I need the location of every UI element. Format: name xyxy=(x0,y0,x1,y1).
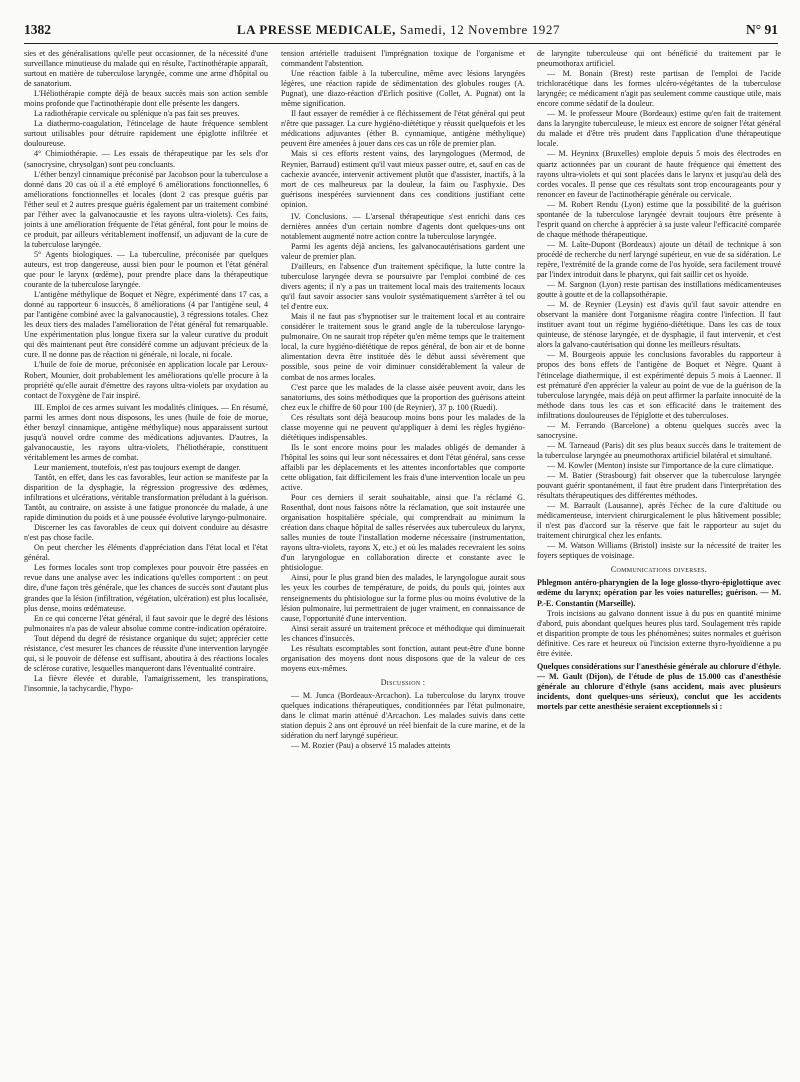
paragraph: La fièvre élevée et durable, l'amaigrissement, les transpirations, l'insomnie, la tachycardie, l'hypo- xyxy=(24,673,268,693)
paragraph: On peut chercher les éléments d'appréciation dans l'état local et l'état général. xyxy=(24,543,268,563)
column-3 xyxy=(537,49,781,1075)
paragraph: — M. Robert Rendu (Lyon) estime que la possibilité de la guérison spontanée de la tuberculose laryngée devrait toujours être présente à l'esprit quand on cherche à apprécier à sa juste valeur l'efficacité comparée de chaque méthode thérapeutique. xyxy=(537,199,781,239)
paragraph: Parmi les agents déjà anciens, les galvanocautérisations gardent une valeur de premier plan. xyxy=(281,241,525,261)
section-heading: Discussion : xyxy=(380,677,426,687)
page-header xyxy=(24,22,778,42)
paragraph: — M. Sargnon (Lyon) reste partisan des instillations médicamenteuses goutte à goutte et de la collapsothérapie. xyxy=(537,280,781,300)
journal-title: LA PRESSE MEDICALE, xyxy=(236,22,396,37)
paragraph: 4° Chimiothérapie. — Les essais de thérapeutique par les sels d'or (sanocrysine, chrysolgan) sont peu concluants. xyxy=(24,149,268,169)
paragraph: L'Héliothérapie compte déjà de beaux succès mais son action semble moins profonde que l'actinothérapie dont elle présente les dangers. xyxy=(24,89,268,109)
paragraph: — M. Bonain (Brest) reste partisan de l'emploi de l'acide trichloracétique dans les formes ulcéro-végétantes de la tuberculose laryngée; ce médicament n'agit pas seulement comme caustique utile, mais encore comme sédatif de la douleur. xyxy=(537,69,781,109)
issue-date: Samedi, 12 Novembre 1927 xyxy=(399,22,561,37)
paragraph: de laryngite tuberculeuse qui ont bénéficié du traitement par le pneumothorax artificiel. xyxy=(537,49,781,69)
paragraph: Ainsi, pour le plus grand bien des malades, le laryngologue aurait sous les yeux les courbes de température, de poids, du pouls qui, jointes aux renseignements du phtisiologue sur la forme plus ou moins évolutive de la lésion pulmonaire, lui permettraient de juger vraiment, en connaissance de cause, l'opportunité d'une intervention. xyxy=(281,573,525,623)
paragraph: La diathermo-coagulation, l'étincelage de haute fréquence semblent surtout utilisables pour détruire rapidement une épiglotte infiltrée et douloureuse. xyxy=(24,119,268,149)
paragraph: — M. Batier (Strasbourg) fait observer que la tuberculose laryngée pouvant guérir spontanément, il faut être prudent dans l'interprétation des résultats thérapeutiques des différentes méthodes. xyxy=(537,470,781,501)
paragraph: — M. Kowler (Menton) insiste sur l'importance de la cure climatique. xyxy=(547,460,774,470)
paragraph: Il faut essayer de remédier à ce fléchissement de l'état général qui peut n'être que passager. La cure hygiéno-diététique y réussit quelquefois et les médications adjuvantes (éther B. cynnamique, antigène méthylique) peuvent être amenées à jouer dans ces cas un rôle de premier plan. xyxy=(281,109,525,149)
column-2 xyxy=(281,49,525,1075)
paragraph: Les formes locales sont trop complexes pour pouvoir être passées en revue dans une analyse avec les indications qu'elles comportent : on peut dire, d'une façon très générale, que les chances de succès sont d'autant plus grandes que la lésion (infiltration, végétation, ulcération) est plus localisée, plus dense, moins œdémateuse. xyxy=(24,563,268,613)
column-1 xyxy=(24,49,268,1075)
paragraph: — M. Rozier (Pau) a observé 15 malades atteints xyxy=(291,741,451,751)
paragraph: Trois incisions au galvano donnent issue à du pus en quantité minime d'abord, puis abondant quelques heures plus tard. Soulagement très rapide et disparition prompte de tous les phénomènes; suites normales et guérison définitive. Ces rare et heureux où l'incision externe thyro-hyoïdienne a pu être évitée. xyxy=(537,608,781,658)
journal-masthead xyxy=(237,22,560,38)
paragraph: — M. Junca (Bordeaux-Arcachon). La tuberculose du larynx trouve quelques indications thérapeutiques, conditionnées par l'état pulmonaire, dans le climat marin atténué d'Arcachon. Les malades suivis dans cette station depuis 2 ans ont éprouvé un réel bienfait de la cure marine, et de la sidération du nerf laryngé supérieur. xyxy=(281,690,525,741)
page-number: 1382 xyxy=(24,22,51,37)
paragraph: III. Emploi de ces armes suivant les modalités cliniques. — En résumé, parmi les armes dont nous disposons, les unes (huile de foie de morue, éther benzyl cinnamique, antigène méthylique) nous apparaissent surtout jusqu'à nouvel ordre comme des médications adjuvantes. D'autres, la galvanocaustie, les rayons ultra-violets, l'héliothérapie, constituent véritablement les armes de combat. xyxy=(24,402,268,462)
paragraph: Les résultats escomptables sont fonction, autant peut-être d'une bonne organisation des moyens dont nous disposons que de la valeur de ces moyens eux-mêmes. xyxy=(281,643,525,673)
paragraph: sies et des généralisations qu'elle peut occasionner, de la nécessité d'une surveillance minutieuse du malade qui en résulte, l'actinothérapie apparaît, surtout en matière de tuberculose laryngée, comme une arme d'hôpital ou de sanatorium. xyxy=(24,49,268,89)
paragraph: Discerner les cas favorables de ceux qui doivent conduire au désastre n'est pas chose facile. xyxy=(24,523,268,543)
paragraph: L'éther benzyl cinnamique préconisé par Jacobson pour la tuberculose a donné dans 20 cas où il a été employé 6 améliorations fonctionnelles, 6 améliorations fonctionnelles et locales (dont 2 cas presque guéris par l'éther seul et 2 autres presque guéris également par un traitement combiné par l'éther avec la galvanocaustie et les rayons ultra-violets). Ces faits, joints à une amélioration fréquente de l'état général, font pour le moins de ce produit, par ailleurs véritablement inoffensif, un adjuvant de la cure de la tuberculose laryngée. xyxy=(24,169,268,249)
header-rule xyxy=(24,43,778,44)
paragraph: — M. Heyninx (Bruxelles) emploie depuis 5 mois des électrodes en quartz actionnées par un courant de haute fréquence qui émettent des rayons ultra-violets et qui sont placées dans le larynx et jusqu'au delà des cordes vocales. Il pense que ces résultats sont trop encourageants pour y renoncer en faveur de l'actinothérapie générale ou cervicale. xyxy=(537,149,781,199)
paragraph: L'huile de foie de morue, préconisée en application locale par Leroux-Robert, Mounier, doit probablement les améliorations qu'elle procure à la propriété qu'elle aurait d'émettre des rayons ultra-violets par oxydation au contact de l'oxygène de l'air inspiré. xyxy=(24,360,268,400)
paragraph: tension artérielle traduisent l'imprégnation toxique de l'organisme et commandent l'abstention. xyxy=(281,49,525,69)
paragraph: Mais si ces efforts restent vains, des laryngologues (Mermod, de Reynier, Barraud) estiment qu'il vaut mieux passer outre, et, sauf en cas de cachexie avancée, intervenir activement plutôt que d'assister, inactifs, à la mort de ces malheureux par la douleur, la faim ou l'asphyxie. Des guérisons inespérées surviennent dans ces conditions justifiant cette opinion. xyxy=(281,149,525,209)
paragraph: C'est parce que les malades de la classe aisée peuvent avoir, dans les sanatoriums, des soins méthodiques que la proportion des guérisons atteint chez eux le chiffre de 60 pour 100 (de Reynier), 37 p. 100 (Ruedi). xyxy=(281,382,525,412)
paragraph: Ainsi serait assuré un traitement précoce et méthodique qui diminuerait les chances d'insuccès. xyxy=(281,623,525,643)
section-heading: Communications diverses. xyxy=(610,565,708,575)
paragraph: En ce qui concerne l'état général, il faut savoir que le degré des lésions pulmonaires n'a pas de valeur absolue comme contre-indication opératoire. xyxy=(24,613,268,633)
paragraph: — M. le professeur Moure (Bordeaux) estime qu'en fait de traitement dans la laryngite tuberculeuse, le mieux est encore de soigner l'état général du malade et d'être très prudent dans l'application d'une thérapeutique locale. xyxy=(537,109,781,149)
paragraph: Tantôt, en effet, dans les cas favorables, leur action se manifeste par la disparition de la dysphagie, la régression progressive des œdèmes, infiltrations et ulcérations, véritable transformation préludant à la guérison. Tantôt, au contraire, on assiste à une fatigue prononcée du malade, à une rapide diminution du poids et à une poussée évolutive laryngo-pulmonaire. xyxy=(24,472,268,523)
issue-number: N° 91 xyxy=(745,22,778,37)
paragraph: Une réaction faible à la tuberculine, même avec lésions laryngées légères, une réaction rapide de sédimentation des globules rouges (A. Pugnat), une diazo-réaction d'Erlich positive (Collet, A. Pugnat) ont la même signification. xyxy=(281,69,525,109)
paragraph: Leur maniement, toutefois, n'est pas toujours exempt de danger. xyxy=(34,462,241,472)
paragraph: Ces résultats sont déjà beaucoup moins bons pour les malades de la classe moyenne qui ne peuvent qu'appliquer à demi les règles hygiéno-diététiques indispensables. xyxy=(281,412,525,442)
paragraph: IV. Conclusions. — L'arsenal thérapeutique s'est enrichi dans ces dernières années d'un certain nombre d'agents dont quelques-uns ont notablement augmenté notre action contre la tuberculose laryngée. xyxy=(281,211,525,241)
paragraph: — M. Laîte-Dupont (Bordeaux) ajoute un détail de technique à son procédé de recherche du nerf laryngé supérieur, en vue de sa sidération. Le repère, l'extrémité de la grande corne de l'os hyoïde, sera facilement trouvé par l'index introduit dans le pharynx, qui fait saillir cet os hyoïde. xyxy=(537,239,781,280)
paragraph: Ils le sont encore moins pour les malades obligés de demander à l'hôpital les soins qui leur sont nécessaires et dont l'état général, sans cesse affaibli par les déplacements et les attentes inconfortables que comporte cette obligation, fait difficilement les frais d'une intervention locale un peu active. xyxy=(281,442,525,493)
paragraph: — M. Ferrando (Barcelone) a obtenu quelques succès avec la sanocrysine. xyxy=(537,420,781,440)
paragraph: — M. Barrault (Lausanne), après l'échec de la cure d'altitude ou médicamenteuse, intervient chirurgicalement le plus hâtivement possible; il n'est pas d'accord sur la réserve que fait le rapporteur au sujet du traitement chirurgical chez les enfants. xyxy=(537,501,781,541)
article-title-paragraph: Quelques considérations sur l'anesthésie générale au chlorure d'éthyle. — M. Gault (Dijon), de l'étude de plus de 15.000 cas d'anesthésie générale au chlorure d'éthyle (sans accident, mais avec plusieurs incidents, dont quelques-uns sérieux), conclut que les accidents mortels par cette anesthésie seraient exceptionnels si : xyxy=(537,661,781,711)
paragraph: — M. de Reynier (Leysin) est d'avis qu'il faut savoir attendre en observant la manière dont l'organisme réagira contre l'infection. Il faut instituer avant tout un régime hygiéno-diététique. Dans les cas de toux quinteuse, de sténose laryngée, et de dysphagie, il faut intervenir, et c'est alors la galvano-cautérisation qui donne les meilleurs résultats. xyxy=(537,300,781,350)
paragraph: D'ailleurs, en l'absence d'un traitement spécifique, la lutte contre la tuberculose laryngée devra se poursuivre par l'emploi combiné de ces divers agents; il n'y a pas un traitement local mais des traitements locaux qu'il faut savoir associer sans vouloir systématiquement s'arrêter à tel ou tel d'entre eux. xyxy=(281,261,525,312)
paragraph: L'antigène méthylique de Boquet et Nègre, expérimenté dans 17 cas, a donné au rapporteur 6 insuccès, 8 améliorations (4 par l'antigène seul, 4 par l'antigène combiné avec la galvanocaustie), 3 régressions totales. Chez les deux tiers des malades l'amélioration de l'état général fut remarquable. Une expérimentation plus longue fixera sur la valeur curative du produit qui dès maintenant peut être considéré comme un adjuvant précieux de la cure. Il ne donne pas de réaction ni générale, ni locale, ni focale. xyxy=(24,290,268,360)
paragraph: La radiothérapie cervicale ou splénique n'a pas fait ses preuves. xyxy=(34,109,240,119)
paragraph: — M. Watson Williams (Bristol) insiste sur la nécessité de traiter les foyers septiques de voisinage. xyxy=(537,541,781,561)
paragraph: Mais il ne faut pas s'hypnotiser sur le traitement local et au contraire considérer le traitement sous le grand angle de la tuberculose laryngo-pulmonaire. On ne saurait trop répéter qu'en même temps que le traitement local, la cure hygiéno-diététique de repos général, de bon air et de bonne alimentation devra être instituée dès le début aussi sévèrement que possible, sous peine de voir diminuer considérablement la valeur de combat de nos armes locales. xyxy=(281,312,525,382)
paragraph: — M. Bourgeois appuie les conclusions favorables du rapporteur à propos des bons effets de l'antigène de Boquet et Nègre. Quant à l'étincelage diathermique, il est expérimenté depuis 5 mois à Laennec. Il est prématuré d'en apprécier la valeur au point de vue de la guérison de la tuberculose laryngée, mais déjà on peut affirmer la parfaite innocuité de la méthode dans tous les cas et son efficacité dans le traitement des infiltrations douloureuses de l'épiglotte et des tuberculoses. xyxy=(537,350,781,420)
article-title-paragraph: Phlegmon antéro-pharyngien de la loge glosso-thyro-épiglottique avec œdème du larynx; opération par les voies naturelles; guérison. — M. P.-E. Constantin (Marseille). xyxy=(537,578,781,608)
paragraph: — M. Tarneaud (Paris) dit ses plus beaux succès dans le traitement de la tuberculose laryngée au pneumothorax artificiel bilatéral et simultané. xyxy=(537,440,781,460)
paragraph: Pour ces derniers il serait souhaitable, ainsi que l'a réclamé G. Rosenthal, dont nous faisons nôtre la réclamation, que soit instaurée une organisation hospitalière spéciale, qui comprendrait au minimum la création dans chaque hôpital de salles réservées aux tuberculeux du larynx, salles munies de toute l'installation moderne nécessaire (instrumentation, rayons ultra-violets, rayons X, etc.) et où les malades recevraient les soins d'un laryngologue en collaboration directe et constante avec le phtisiologue. xyxy=(281,493,525,573)
paragraph: 5° Agents biologiques. — La tuberculine, préconisée par quelques auteurs, est trop dangereuse, aussi bien pour le poumon et l'état général que pour le larynx (œdème), pour prendre place dans la thérapeutique courante de la tuberculose laryngée. xyxy=(24,249,268,290)
paragraph: Tout dépend du degré de résistance organique du sujet; apprécier cette résistance, c'est mesurer les chances de réussite d'une intervention laryngée qui, si le pouvoir de défense est suffisant, aboutira à des réactions locales de sclérose curative, lesquelles manqueront dans l'éventualité contraire. xyxy=(24,633,268,673)
